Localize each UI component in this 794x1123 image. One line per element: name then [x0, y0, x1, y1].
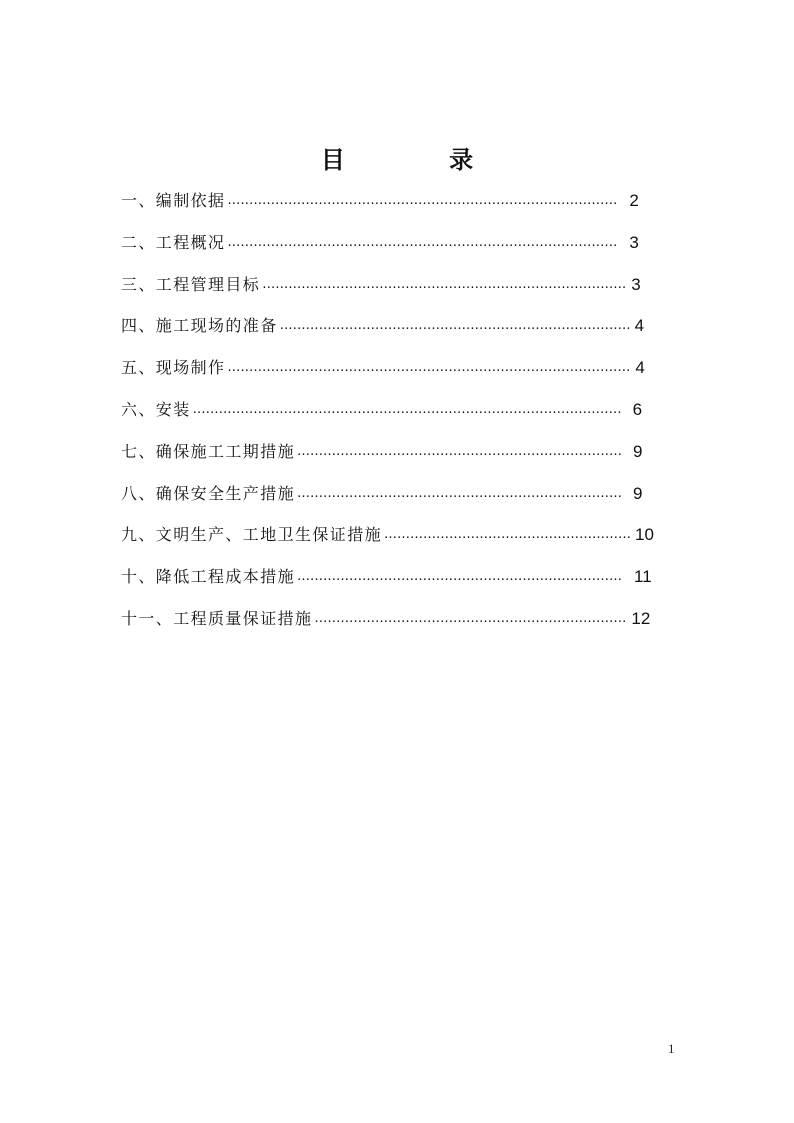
toc-entry-page: 4 [635, 358, 645, 378]
dot-leader: ………………………………………………………………………… [262, 276, 627, 292]
toc-entry-11[interactable] [121, 604, 654, 646]
toc-entry-page: 3 [629, 232, 639, 252]
toc-entry-9[interactable] [121, 520, 654, 562]
toc-entry-2[interactable] [121, 228, 654, 270]
toc-entry-page: 9 [633, 441, 643, 461]
toc-entry-3[interactable] [121, 270, 654, 312]
toc-entry-10[interactable] [121, 562, 654, 604]
page-number: 1 [668, 1041, 675, 1056]
toc-title: 目 录 [320, 146, 522, 174]
table-of-contents [121, 186, 654, 646]
toc-entry-7[interactable] [121, 437, 654, 479]
toc-entry-page: 11 [634, 567, 652, 587]
dot-leader: ………………………………………………………………… [297, 443, 623, 459]
toc-entry-label: 十一、工程质量保证措施 [121, 604, 314, 634]
dot-leader: ………………………………………………………………… [297, 485, 623, 501]
dot-leader: ………………………………………………… [384, 527, 632, 543]
toc-entry-1[interactable] [121, 186, 654, 228]
dot-leader: ……………………………………………………………………………… [227, 193, 618, 208]
toc-entry-page: 10 [635, 525, 654, 545]
toc-entry-6[interactable] [121, 395, 654, 437]
toc-entry-label: 一、编制依据 [121, 186, 227, 216]
toc-entry-label: 九、文明生产、工地卫生保证措施 [121, 520, 384, 550]
toc-entry-label: 六、安装 [121, 395, 193, 425]
toc-entry-page: 2 [629, 191, 639, 210]
toc-entry-page: 12 [631, 608, 651, 628]
toc-entry-page: 6 [632, 399, 643, 419]
toc-entry-page: 3 [631, 274, 641, 294]
toc-entry-label: 五、现场制作 [121, 353, 227, 383]
dot-leader: ……………………………………………………………………………… [227, 234, 618, 250]
dot-leader: ………………………………………………………………… [297, 569, 623, 585]
dot-leader: ……………………………………………………………………… [279, 318, 631, 334]
toc-entry-5[interactable] [121, 353, 654, 395]
dot-leader: ………………………………………………………………………………… [227, 360, 631, 376]
toc-entry-label: 十、降低工程成本措施 [121, 562, 297, 592]
toc-entry-8[interactable] [121, 479, 654, 521]
toc-entry-page: 9 [633, 483, 643, 503]
toc-entry-label: 四、施工现场的准备 [121, 311, 280, 341]
dot-leader: ……………………………………………………………… [314, 610, 627, 626]
toc-entry-4[interactable] [121, 311, 654, 353]
toc-entry-label: 二、工程概况 [121, 228, 227, 258]
toc-entry-label: 八、确保安全生产措施 [121, 479, 297, 509]
toc-entry-label: 三、工程管理目标 [121, 270, 262, 300]
dot-leader: ……………………………………………………………………………………… [192, 401, 622, 417]
toc-entry-page: 4 [634, 316, 645, 336]
toc-entry-label: 七、确保施工工期措施 [121, 437, 297, 467]
